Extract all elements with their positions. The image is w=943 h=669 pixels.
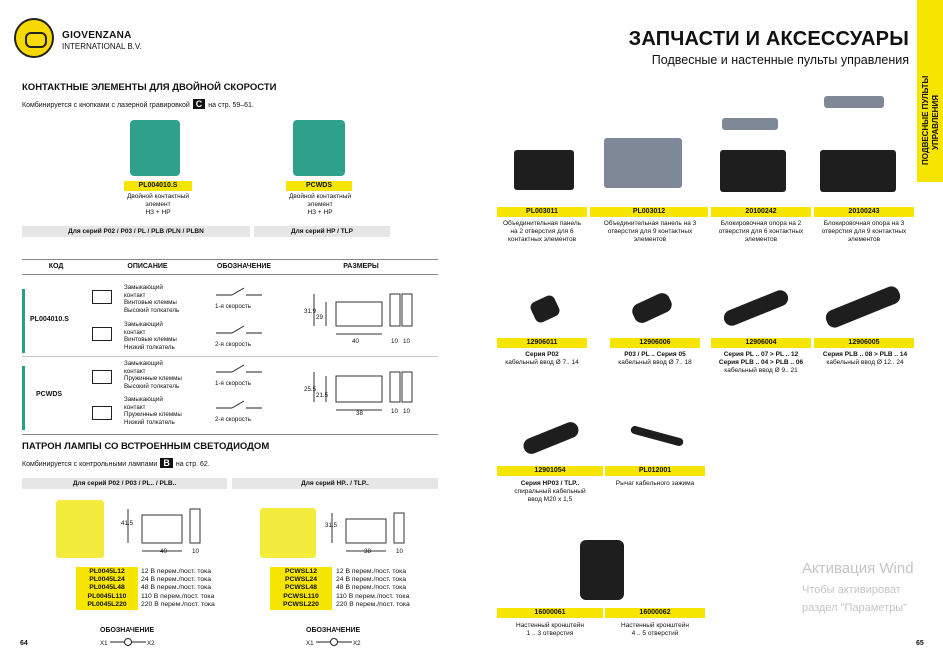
product-image-pl004010s — [130, 120, 180, 176]
section2-title: ПАТРОН ЛАМПЫ СО ВСТРОЕННЫМ СВЕТОДИОДОМ — [22, 441, 270, 452]
row1-dim-b: 10 — [403, 338, 410, 345]
row1-speed1: 1-я скорость — [215, 303, 251, 310]
code-pl012001: PL012001 — [605, 466, 705, 476]
row2-speed2: 2-я скорость — [215, 416, 251, 423]
part-image-20100242 — [720, 150, 786, 192]
row2-accent — [22, 366, 25, 430]
activation-watermark-line2: Чтобы активироват — [802, 584, 901, 596]
desc-pl003012: Объединительная панель на 3 отверстия для 9 контактных элементов — [603, 220, 697, 243]
symbol-label-1: ОБОЗНАЧЕНИЕ — [100, 627, 155, 634]
lamp-dimension-drawing-2 — [322, 505, 422, 561]
code-16000061: 16000061 — [497, 608, 603, 618]
prod2-code: PCWDS — [286, 181, 352, 191]
brand-subtitle: INTERNATIONAL B.V. — [62, 42, 142, 51]
part-image-pl012001 — [630, 425, 684, 447]
row1-dim-a: 10 — [391, 338, 398, 345]
note-text: Комбинируется с кнопками с лазерной гравировкой — [22, 102, 190, 109]
code-12906011: 12906011 — [497, 338, 587, 348]
page-title: ЗАПЧАСТИ И АКСЕССУАРЫ — [628, 28, 909, 50]
lamp-symbol-icon — [316, 637, 352, 647]
code-12906006: 12906006 — [610, 338, 700, 348]
desc-12906006: P03 / PL .. Серия 05 кабельный ввод Ø 7.. 18 — [618, 351, 692, 366]
part-image-20100243 — [820, 150, 896, 192]
desc-12901054: Серия HP03 / TLP.. спиральный кабельный ввод M20 x 1,5 — [514, 480, 586, 503]
lamp1-dim-a: 10 — [192, 548, 199, 555]
page-subtitle: Подвесные и настенные пульты управления — [651, 53, 909, 67]
part-image-20100243-cover — [824, 96, 884, 108]
prod1-code: PL004010.S — [124, 181, 192, 191]
contact-icon — [92, 290, 112, 304]
page-number-right: 65 — [916, 640, 924, 647]
brand-logo — [14, 18, 54, 58]
part-image-20100242-cover — [722, 118, 778, 130]
lamp1-dim-h: 41.5 — [121, 520, 134, 527]
contact-icon — [92, 370, 112, 384]
prod1-desc: Двойной контактный элемент НЗ + НР — [126, 193, 190, 216]
desc-pl012001: Рычаг кабельного зажима — [615, 480, 695, 487]
activation-watermark-line3: раздел "Параметры" — [802, 602, 908, 614]
row1-dim-h1: 31.9 — [304, 308, 317, 315]
lamp-holder-image-1 — [56, 500, 104, 558]
code-pl003012: PL003012 — [590, 207, 708, 217]
series-bar-2: Для серий HP / TLP — [254, 226, 390, 237]
row2-dim-h2: 21.5 — [316, 392, 329, 399]
row1-accent — [22, 289, 25, 353]
lamp-dimension-drawing-1 — [118, 505, 218, 561]
lamp-holder-image-2 — [260, 508, 316, 558]
row1-desc-a: Замыкающий контакт Винтовые клеммы Высокий толкатель — [124, 284, 180, 314]
contact-icon — [92, 327, 112, 341]
desc-12906011: Серия P02 кабельный ввод Ø 7.. 14 — [505, 351, 579, 366]
part-image-12906006 — [630, 290, 675, 325]
lamp2-dim-a: 10 — [396, 548, 403, 555]
activation-watermark-title: Активация Wind — [802, 560, 914, 577]
switch-symbol-icon — [212, 323, 268, 337]
row2-desc-b: Замыкающий контакт Пружинные клеммы Низкий толкатель — [124, 396, 182, 426]
contact-icon — [92, 406, 112, 420]
th-dims: РАЗМЕРЫ — [343, 263, 379, 270]
section1-title: КОНТАКТНЫЕ ЭЛЕМЕНТЫ ДЛЯ ДВОЙНОЙ СКОРОСТИ — [22, 82, 277, 93]
desc-20100243: Блокировочная опора на 3 отверстия для 9 контактных элементов — [821, 220, 907, 243]
code-12906005: 12906005 — [814, 338, 914, 348]
row2-dim-w: 38 — [356, 410, 363, 417]
side-tab: ПОДВЕСНЫЕ ПУЛЬТЫ УПРАВЛЕНИЯ — [917, 0, 943, 182]
lamp2-codes: PCWSL12 PCWSL24 PCWSL48 PCWSL110 PCWSL220 — [270, 567, 332, 610]
row1-dim-h2: 29 — [316, 314, 323, 321]
part-image-12906004 — [721, 288, 790, 328]
th-desc: ОПИСАНИЕ — [127, 263, 168, 270]
part-image-wall-bracket — [580, 540, 624, 600]
lamp2-voltages: 12 В перем./пост. тока 24 В перем./пост. тока 48 В перем./пост. тока 110 В перем./пост. тока 220 В перем./пост. тока — [336, 568, 410, 608]
part-image-12906011 — [529, 294, 562, 325]
row1-desc-b: Замыкающий контакт Винтовые клеммы Низкий толкатель — [124, 321, 177, 351]
lamp2-dim-w: 38 — [364, 548, 371, 555]
desc-16000061: Настенный кронштейн 1 .. 3 отверстия — [516, 622, 584, 637]
x2-label: X2 — [353, 640, 361, 647]
lamp1-voltages: 12 В перем./пост. тока 24 В перем./пост. тока 48 В перем./пост. тока 110 В перем./пост. тока 220 В перем./пост. тока — [141, 568, 215, 608]
badge-c: C — [193, 99, 206, 109]
code-16000062: 16000062 — [605, 608, 705, 618]
row2-dim-h1: 25.5 — [304, 386, 317, 393]
th-code: КОД — [48, 263, 64, 270]
x2-label: X2 — [147, 640, 155, 647]
row1-speed2: 2-я скорость — [215, 341, 251, 348]
code-20100242: 20100242 — [711, 207, 811, 217]
th-symbol: ОБОЗНАЧЕНИЕ — [216, 263, 272, 270]
code-12901054: 12901054 — [497, 466, 603, 476]
row1-code: PL004010.S — [30, 316, 69, 323]
series-bar-3: Для серий P02 / P03 / PL.. / PLB.. — [22, 478, 227, 489]
row2-dim-b: 10 — [403, 408, 410, 415]
product-image-pcwds — [293, 120, 345, 176]
desc-pl003011: Объединительная панель на 2 отверстия для 6 контактных элементов — [502, 220, 582, 243]
row2-code: PCWDS — [36, 391, 63, 398]
note-page: на стр. 59–61. — [208, 102, 254, 109]
series-bar-4: Для серий HP.. / TLP.. — [232, 478, 438, 489]
lamp1-codes: PL0045L12 PL0045L24 PL0045L48 PL0045L110 PL0045L220 — [76, 567, 138, 610]
code-20100243: 20100243 — [814, 207, 914, 217]
switch-symbol-icon — [212, 362, 268, 376]
code-pl003011: PL003011 — [497, 207, 587, 217]
part-image-pl003011 — [514, 150, 574, 190]
part-image-12901054 — [521, 420, 581, 457]
row2-dim-a: 10 — [391, 408, 398, 415]
lamp1-dim-w: 40 — [160, 548, 167, 555]
page-number-left: 64 — [20, 640, 28, 647]
desc-12906004: Серия PL .. 07 > PL .. 12 Серия PLB .. 04 > PLB .. 06 кабельный ввод Ø 9.. 21 — [718, 351, 804, 374]
row2-speed1: 1-я скорость — [215, 380, 251, 387]
prod2-desc: Двойной контактный элемент НЗ + НР — [288, 193, 352, 216]
part-image-pl003012 — [604, 138, 682, 188]
switch-symbol-icon — [212, 398, 268, 412]
x1-label: X1 — [306, 640, 314, 647]
desc-16000062: Настенный кронштейн 4 .. 5 отверстий — [621, 622, 689, 637]
row1-dim-w: 40 — [352, 338, 359, 345]
lamp-symbol-icon — [110, 637, 146, 647]
section2-note: Комбинируется с контрольными лампами B на стр. 62. — [22, 458, 210, 468]
series-bar-1: Для серий P02 / P03 / PL / PLB /PLN / PLBN — [22, 226, 250, 237]
code-12906004: 12906004 — [711, 338, 811, 348]
x1-label: X1 — [100, 640, 108, 647]
section1-note — [22, 99, 254, 109]
desc-20100242: Блокировочная опора на 2 отверстия для 6 контактных элементов — [718, 220, 804, 243]
badge-b: B — [160, 458, 173, 468]
symbol-label-2: ОБОЗНАЧЕНИЕ — [306, 627, 361, 634]
row2-desc-a: Замыкающий контакт Пружинные клеммы Высокий толкатель — [124, 360, 182, 390]
switch-symbol-icon — [212, 285, 268, 299]
brand-name: GIOVENZANA — [62, 30, 132, 41]
part-image-12906005 — [823, 284, 902, 330]
desc-12906005: Серия PLB .. 08 > PLB .. 14 кабельный ввод Ø 12.. 24 — [822, 351, 908, 366]
lamp2-dim-h: 31.5 — [325, 522, 338, 529]
